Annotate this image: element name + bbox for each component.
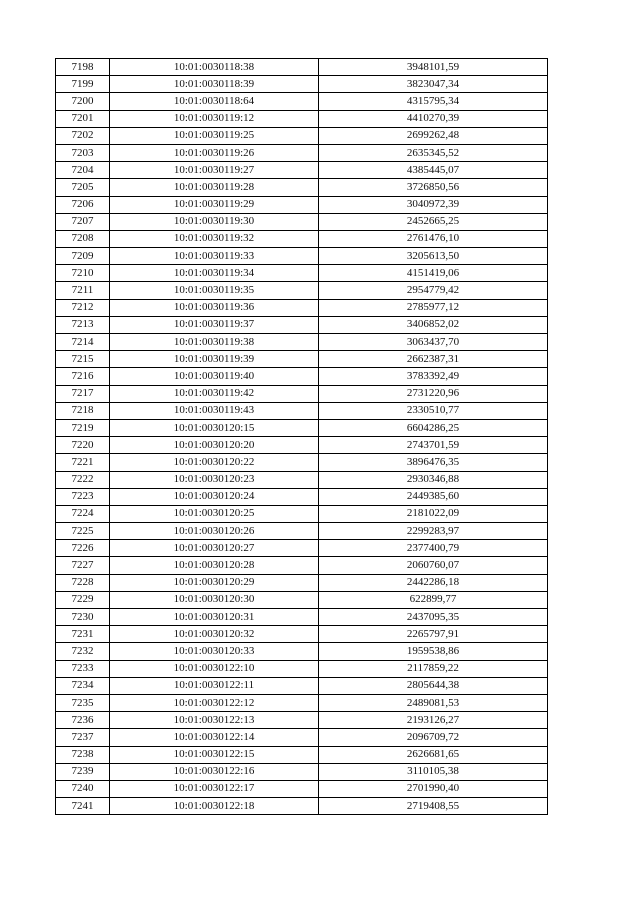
table-row bbox=[56, 626, 548, 643]
row-number-cell: 7209 bbox=[56, 248, 110, 265]
row-number-cell: 7222 bbox=[56, 471, 110, 488]
value-cell: 2442286,18 bbox=[319, 574, 548, 591]
table-row bbox=[56, 643, 548, 660]
value-cell: 3823047,34 bbox=[319, 76, 548, 93]
value-cell: 2096709,72 bbox=[319, 729, 548, 746]
row-number-cell: 7217 bbox=[56, 385, 110, 402]
row-number-cell: 7219 bbox=[56, 419, 110, 436]
cadastral-number-cell: 10:01:0030119:43 bbox=[110, 402, 319, 419]
cadastral-number-cell: 10:01:0030119:42 bbox=[110, 385, 319, 402]
cadastral-number-cell: 10:01:0030119:33 bbox=[110, 248, 319, 265]
cadastral-number-cell: 10:01:0030122:11 bbox=[110, 677, 319, 694]
table-row bbox=[56, 419, 548, 436]
row-number-cell: 7218 bbox=[56, 402, 110, 419]
row-number-cell: 7239 bbox=[56, 763, 110, 780]
row-number-cell: 7213 bbox=[56, 316, 110, 333]
table-row bbox=[56, 729, 548, 746]
cadastral-number-cell: 10:01:0030122:16 bbox=[110, 763, 319, 780]
row-number-cell: 7232 bbox=[56, 643, 110, 660]
cadastral-number-cell: 10:01:0030119:30 bbox=[110, 213, 319, 230]
value-cell: 2731220,96 bbox=[319, 385, 548, 402]
cadastral-number-cell: 10:01:0030119:40 bbox=[110, 368, 319, 385]
value-cell: 3406852,02 bbox=[319, 316, 548, 333]
cadastral-number-cell: 10:01:0030120:32 bbox=[110, 626, 319, 643]
cadastral-number-cell: 10:01:0030122:15 bbox=[110, 746, 319, 763]
table-row bbox=[56, 660, 548, 677]
cadastral-number-cell: 10:01:0030120:31 bbox=[110, 609, 319, 626]
row-number-cell: 7237 bbox=[56, 729, 110, 746]
row-number-cell: 7201 bbox=[56, 110, 110, 127]
row-number-cell: 7231 bbox=[56, 626, 110, 643]
row-number-cell: 7216 bbox=[56, 368, 110, 385]
row-number-cell: 7226 bbox=[56, 540, 110, 557]
value-cell: 4315795,34 bbox=[319, 93, 548, 110]
cadastral-number-cell: 10:01:0030120:24 bbox=[110, 488, 319, 505]
table-row bbox=[56, 694, 548, 711]
table-row bbox=[56, 144, 548, 161]
table-row bbox=[56, 574, 548, 591]
value-cell: 2662387,31 bbox=[319, 351, 548, 368]
cadastral-number-cell: 10:01:0030118:38 bbox=[110, 59, 319, 76]
cadastral-number-cell: 10:01:0030120:15 bbox=[110, 419, 319, 436]
table-row bbox=[56, 248, 548, 265]
value-cell: 2330510,77 bbox=[319, 402, 548, 419]
table-row bbox=[56, 746, 548, 763]
value-cell: 3783392,49 bbox=[319, 368, 548, 385]
row-number-cell: 7200 bbox=[56, 93, 110, 110]
value-cell: 6604286,25 bbox=[319, 419, 548, 436]
cadastral-value-table bbox=[55, 58, 548, 815]
row-number-cell: 7221 bbox=[56, 454, 110, 471]
table-row bbox=[56, 385, 548, 402]
table-row bbox=[56, 523, 548, 540]
value-cell: 2377400,79 bbox=[319, 540, 548, 557]
value-cell: 2743701,59 bbox=[319, 437, 548, 454]
value-cell: 2954779,42 bbox=[319, 282, 548, 299]
value-cell: 3896476,35 bbox=[319, 454, 548, 471]
cadastral-number-cell: 10:01:0030119:34 bbox=[110, 265, 319, 282]
value-cell: 2452665,25 bbox=[319, 213, 548, 230]
row-number-cell: 7211 bbox=[56, 282, 110, 299]
cadastral-number-cell: 10:01:0030119:32 bbox=[110, 230, 319, 247]
table-body bbox=[56, 59, 548, 815]
row-number-cell: 7233 bbox=[56, 660, 110, 677]
cadastral-number-cell: 10:01:0030119:35 bbox=[110, 282, 319, 299]
cadastral-number-cell: 10:01:0030120:22 bbox=[110, 454, 319, 471]
cadastral-number-cell: 10:01:0030119:26 bbox=[110, 144, 319, 161]
table-row bbox=[56, 127, 548, 144]
row-number-cell: 7224 bbox=[56, 505, 110, 522]
value-cell: 3110105,38 bbox=[319, 763, 548, 780]
cadastral-number-cell: 10:01:0030120:29 bbox=[110, 574, 319, 591]
value-cell: 2761476,10 bbox=[319, 230, 548, 247]
cadastral-number-cell: 10:01:0030120:28 bbox=[110, 557, 319, 574]
value-cell: 4385445,07 bbox=[319, 162, 548, 179]
value-cell: 2265797,91 bbox=[319, 626, 548, 643]
cadastral-number-cell: 10:01:0030122:13 bbox=[110, 712, 319, 729]
value-cell: 2701990,40 bbox=[319, 780, 548, 797]
value-cell: 2060760,07 bbox=[319, 557, 548, 574]
row-number-cell: 7206 bbox=[56, 196, 110, 213]
row-number-cell: 7238 bbox=[56, 746, 110, 763]
table-row bbox=[56, 162, 548, 179]
cadastral-number-cell: 10:01:0030119:25 bbox=[110, 127, 319, 144]
table-row bbox=[56, 780, 548, 797]
value-cell: 622899,77 bbox=[319, 591, 548, 608]
row-number-cell: 7212 bbox=[56, 299, 110, 316]
value-cell: 2785977,12 bbox=[319, 299, 548, 316]
value-cell: 1959538,86 bbox=[319, 643, 548, 660]
cadastral-number-cell: 10:01:0030122:17 bbox=[110, 780, 319, 797]
cadastral-number-cell: 10:01:0030122:12 bbox=[110, 694, 319, 711]
table-row bbox=[56, 213, 548, 230]
row-number-cell: 7204 bbox=[56, 162, 110, 179]
value-cell: 2299283,97 bbox=[319, 523, 548, 540]
row-number-cell: 7208 bbox=[56, 230, 110, 247]
row-number-cell: 7210 bbox=[56, 265, 110, 282]
cadastral-number-cell: 10:01:0030120:25 bbox=[110, 505, 319, 522]
value-cell: 2181022,09 bbox=[319, 505, 548, 522]
row-number-cell: 7241 bbox=[56, 798, 110, 815]
cadastral-number-cell: 10:01:0030122:18 bbox=[110, 798, 319, 815]
row-number-cell: 7202 bbox=[56, 127, 110, 144]
value-cell: 2626681,65 bbox=[319, 746, 548, 763]
cadastral-number-cell: 10:01:0030119:36 bbox=[110, 299, 319, 316]
table-row bbox=[56, 76, 548, 93]
table-row bbox=[56, 196, 548, 213]
value-cell: 3726850,56 bbox=[319, 179, 548, 196]
value-cell: 2437095,35 bbox=[319, 609, 548, 626]
value-cell: 2449385,60 bbox=[319, 488, 548, 505]
table-row bbox=[56, 334, 548, 351]
row-number-cell: 7198 bbox=[56, 59, 110, 76]
cadastral-number-cell: 10:01:0030120:30 bbox=[110, 591, 319, 608]
row-number-cell: 7230 bbox=[56, 609, 110, 626]
value-cell: 2635345,52 bbox=[319, 144, 548, 161]
row-number-cell: 7214 bbox=[56, 334, 110, 351]
value-cell: 4410270,39 bbox=[319, 110, 548, 127]
cadastral-number-cell: 10:01:0030122:14 bbox=[110, 729, 319, 746]
value-cell: 2699262,48 bbox=[319, 127, 548, 144]
row-number-cell: 7207 bbox=[56, 213, 110, 230]
cadastral-number-cell: 10:01:0030120:26 bbox=[110, 523, 319, 540]
table-row bbox=[56, 93, 548, 110]
value-cell: 2930346,88 bbox=[319, 471, 548, 488]
table-row bbox=[56, 282, 548, 299]
value-cell: 2117859,22 bbox=[319, 660, 548, 677]
row-number-cell: 7203 bbox=[56, 144, 110, 161]
row-number-cell: 7236 bbox=[56, 712, 110, 729]
value-cell: 2193126,27 bbox=[319, 712, 548, 729]
table-row bbox=[56, 265, 548, 282]
cadastral-number-cell: 10:01:0030119:29 bbox=[110, 196, 319, 213]
table-row bbox=[56, 677, 548, 694]
row-number-cell: 7240 bbox=[56, 780, 110, 797]
row-number-cell: 7223 bbox=[56, 488, 110, 505]
value-cell: 2719408,55 bbox=[319, 798, 548, 815]
table-row bbox=[56, 59, 548, 76]
cadastral-number-cell: 10:01:0030119:38 bbox=[110, 334, 319, 351]
cadastral-number-cell: 10:01:0030119:27 bbox=[110, 162, 319, 179]
table-row bbox=[56, 557, 548, 574]
table-row bbox=[56, 798, 548, 815]
table-row bbox=[56, 712, 548, 729]
cadastral-number-cell: 10:01:0030120:33 bbox=[110, 643, 319, 660]
row-number-cell: 7215 bbox=[56, 351, 110, 368]
value-cell: 3040972,39 bbox=[319, 196, 548, 213]
table-row bbox=[56, 540, 548, 557]
table-row bbox=[56, 488, 548, 505]
value-cell: 3205613,50 bbox=[319, 248, 548, 265]
value-cell: 3948101,59 bbox=[319, 59, 548, 76]
table-row bbox=[56, 230, 548, 247]
table-row bbox=[56, 402, 548, 419]
row-number-cell: 7227 bbox=[56, 557, 110, 574]
cadastral-number-cell: 10:01:0030119:39 bbox=[110, 351, 319, 368]
cadastral-number-cell: 10:01:0030119:28 bbox=[110, 179, 319, 196]
table-row bbox=[56, 471, 548, 488]
row-number-cell: 7205 bbox=[56, 179, 110, 196]
cadastral-number-cell: 10:01:0030122:10 bbox=[110, 660, 319, 677]
cadastral-number-cell: 10:01:0030118:39 bbox=[110, 76, 319, 93]
table-row bbox=[56, 351, 548, 368]
table-row bbox=[56, 179, 548, 196]
row-number-cell: 7228 bbox=[56, 574, 110, 591]
cadastral-number-cell: 10:01:0030120:23 bbox=[110, 471, 319, 488]
table-row bbox=[56, 454, 548, 471]
table-row bbox=[56, 763, 548, 780]
table-row bbox=[56, 505, 548, 522]
cadastral-number-cell: 10:01:0030118:64 bbox=[110, 93, 319, 110]
row-number-cell: 7220 bbox=[56, 437, 110, 454]
table-row bbox=[56, 437, 548, 454]
row-number-cell: 7234 bbox=[56, 677, 110, 694]
table-row bbox=[56, 299, 548, 316]
table-row bbox=[56, 110, 548, 127]
value-cell: 4151419,06 bbox=[319, 265, 548, 282]
cadastral-number-cell: 10:01:0030120:20 bbox=[110, 437, 319, 454]
value-cell: 2805644,38 bbox=[319, 677, 548, 694]
table-row bbox=[56, 316, 548, 333]
cadastral-number-cell: 10:01:0030119:37 bbox=[110, 316, 319, 333]
table-row bbox=[56, 368, 548, 385]
row-number-cell: 7199 bbox=[56, 76, 110, 93]
row-number-cell: 7225 bbox=[56, 523, 110, 540]
row-number-cell: 7229 bbox=[56, 591, 110, 608]
row-number-cell: 7235 bbox=[56, 694, 110, 711]
value-cell: 3063437,70 bbox=[319, 334, 548, 351]
table-row bbox=[56, 609, 548, 626]
cadastral-number-cell: 10:01:0030120:27 bbox=[110, 540, 319, 557]
table-row bbox=[56, 591, 548, 608]
value-cell: 2489081,53 bbox=[319, 694, 548, 711]
cadastral-number-cell: 10:01:0030119:12 bbox=[110, 110, 319, 127]
